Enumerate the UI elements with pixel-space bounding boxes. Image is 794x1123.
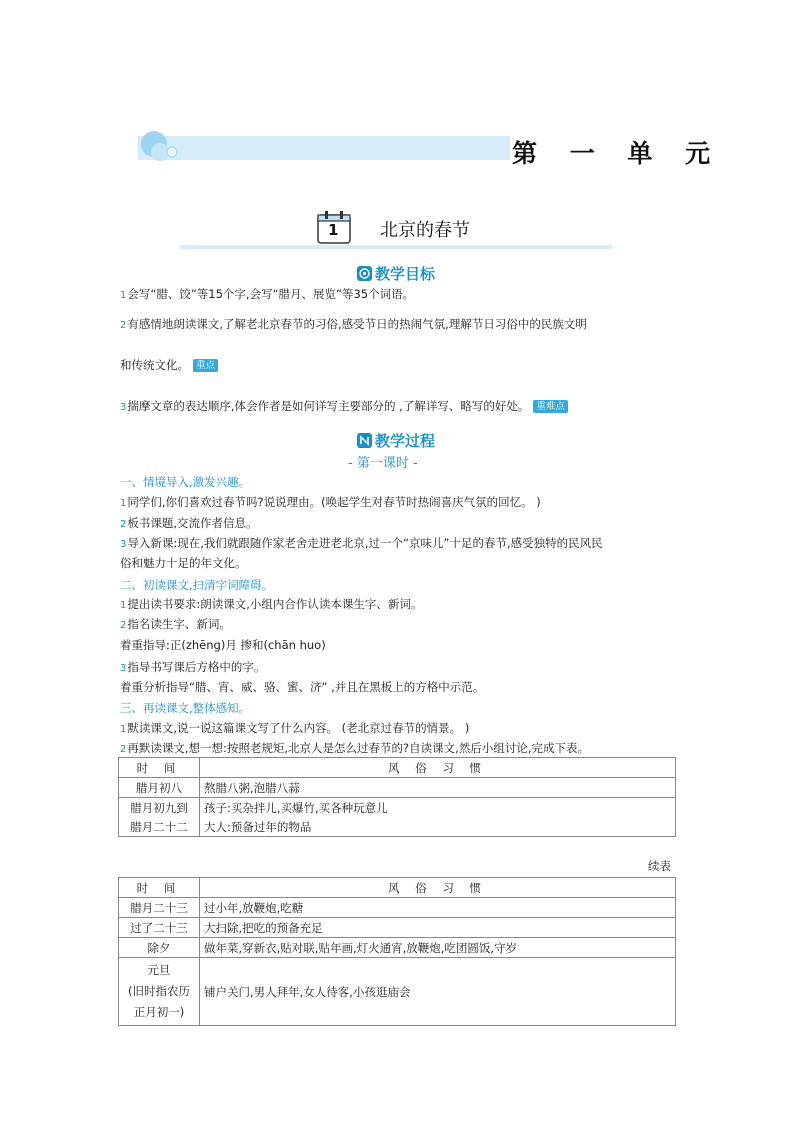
process-step-heading xyxy=(120,700,250,716)
goals-heading xyxy=(357,263,435,284)
table-row xyxy=(119,958,676,1026)
table-cell-custom: 大扫除,把吃的预备充足 xyxy=(200,918,676,938)
line-text: 导入新课:现在,我们就跟随作家老舍走进老北京,过一个“京味儿”十足的春节,感受独特的民风民 xyxy=(127,536,603,550)
table-header-row xyxy=(119,758,676,778)
line-num: 2 xyxy=(120,744,127,755)
table-row xyxy=(119,938,676,958)
process-line xyxy=(120,720,469,738)
line-num: 1 xyxy=(120,498,127,509)
process-line xyxy=(120,659,265,677)
table-cell-custom: 过小年,放鞭炮,吃糖 xyxy=(200,898,676,918)
table-cell-custom: 孩子:买杂拌儿,买爆竹,买各种玩意儿 xyxy=(200,798,676,818)
goal-text: 有感情地朗读课文,了解老北京春节的习俗,感受节日的热闹气氛,理解节日习俗中的民族文明 xyxy=(127,317,587,331)
line-text: 指导书写课后方格中的字。 xyxy=(127,660,266,674)
step-heading-text: 三、再读课文,整体感知。 xyxy=(120,701,251,715)
time-line: 元旦 xyxy=(147,963,171,977)
customs-table-1 xyxy=(118,757,676,837)
line-text: 同学们,你们喜欢过春节吗?说说理由。(唤起学生对春节时热闹喜庆气氛的回忆。 ) xyxy=(127,495,541,509)
table-header-time: 时 间 xyxy=(119,758,200,778)
goal-item-2 xyxy=(120,316,587,334)
table-row xyxy=(119,798,676,818)
table-cell-time: 过了二十三 xyxy=(119,918,200,938)
period-label: - 第一课时 - xyxy=(348,456,418,471)
table-cell-custom: 做年菜,穿新衣,贴对联,贴年画,灯火通宵,放鞭炮,吃团圆饭,守岁 xyxy=(200,938,676,958)
process-heading xyxy=(357,430,435,451)
table-cell-time: 腊月初九到 xyxy=(119,798,200,818)
target-icon xyxy=(357,266,372,281)
line-text: 提出读书要求:朗读课文,小组内合作认读本课生字、新词。 xyxy=(127,597,423,611)
table-cell-time: 腊月初八 xyxy=(119,778,200,798)
line-text: 板书课题,交流作者信息。 xyxy=(127,516,258,530)
lesson-number: 1 xyxy=(328,221,339,239)
lesson-underline xyxy=(180,245,612,249)
table-cell-time: 除夕 xyxy=(119,938,200,958)
table-cell-time: 腊月二十二 xyxy=(119,817,200,837)
table-cell-custom: 大人:预备过年的物品 xyxy=(200,817,676,837)
process-line xyxy=(120,535,603,553)
process-line xyxy=(120,596,422,614)
difficulty-tag: 重难点 xyxy=(533,400,568,413)
line-text: 再默读课文,想一想:按照老规矩,北京人是怎么过春节的?自读课文,然后小组讨论,完成下表。 xyxy=(127,741,589,755)
customs-table-2 xyxy=(118,877,676,1026)
unit-title: 第 一 单 元 xyxy=(512,139,723,168)
process-line xyxy=(120,740,589,758)
goal-num: 1 xyxy=(120,290,127,301)
table-cell-time: 腊月二十三 xyxy=(119,898,200,918)
process-step-heading xyxy=(120,577,273,593)
process-line xyxy=(120,679,484,695)
process-line xyxy=(120,515,258,533)
step-heading-text: 二、初读课文,扫清字词障碍。 xyxy=(120,578,274,592)
line-num: 3 xyxy=(120,663,127,674)
line-text: 指名读生字、新词。 xyxy=(127,617,231,631)
table-row xyxy=(119,898,676,918)
process-step-heading xyxy=(120,474,250,490)
process-heading-text: 教学过程 xyxy=(375,432,436,450)
goal-num: 3 xyxy=(120,402,127,413)
line-text: 默读课文,说一说这篇课文写了什么内容。 (老北京过春节的情景。 ) xyxy=(127,721,470,735)
process-line xyxy=(120,494,541,512)
goal-text: 揣摩文章的表达顺序,体会作者是如何详写主要部分的 ,了解详写、略写的好处。 xyxy=(127,399,530,413)
table-cell-custom: 铺户关门,男人拜年,女人待客,小孩逛庙会 xyxy=(200,958,676,1026)
table-row xyxy=(119,817,676,837)
line-text: 着重指导:正(zhēng)月 掺和(chān huo) xyxy=(120,638,326,652)
key-point-tag: 重点 xyxy=(193,359,218,372)
line-text: 着重分析指导“腊、宵、威、骆、蜜、济” ,并且在黑板上的方格中示范。 xyxy=(120,680,485,694)
continued-label: 续表 xyxy=(648,859,671,873)
process-line xyxy=(120,616,231,634)
line-num: 1 xyxy=(120,600,127,611)
step-heading-text: 一、情境导入,激发兴趣。 xyxy=(120,475,251,489)
goal-item-1 xyxy=(120,286,414,304)
table-cell-time xyxy=(119,958,200,1026)
goal-item-2-cont xyxy=(120,357,218,373)
unit-banner xyxy=(138,136,510,160)
goal-item-3 xyxy=(120,398,568,416)
goal-text: 和传统文化。 xyxy=(120,358,189,372)
bubble-decoration-icon xyxy=(138,128,182,164)
line-num: 2 xyxy=(120,519,127,530)
lesson-title: 北京的春节 xyxy=(380,220,470,241)
time-line: 正月初一) xyxy=(133,1005,185,1019)
process-icon xyxy=(357,433,372,448)
table-cell-custom: 熬腊八粥,泡腊八蒜 xyxy=(200,778,676,798)
table-header-time: 时 间 xyxy=(119,878,200,898)
table-row xyxy=(119,778,676,798)
line-text: 俗和魅力十足的年文化。 xyxy=(120,556,247,570)
line-num: 2 xyxy=(120,620,127,631)
goal-num: 2 xyxy=(120,320,127,331)
process-line xyxy=(120,637,326,653)
table-row xyxy=(119,918,676,938)
goal-text: 会写“腊、饺”等15个字,会写“腊月、展览”等35个词语。 xyxy=(127,287,415,301)
goals-heading-text: 教学目标 xyxy=(375,265,436,283)
time-line: (旧时指农历 xyxy=(128,984,190,998)
process-line xyxy=(120,555,247,571)
table-header-row xyxy=(119,878,676,898)
table-header-custom: 风 俗 习 惯 xyxy=(200,758,676,778)
table-header-custom: 风 俗 习 惯 xyxy=(200,878,676,898)
line-num: 1 xyxy=(120,724,127,735)
line-num: 3 xyxy=(120,539,127,550)
